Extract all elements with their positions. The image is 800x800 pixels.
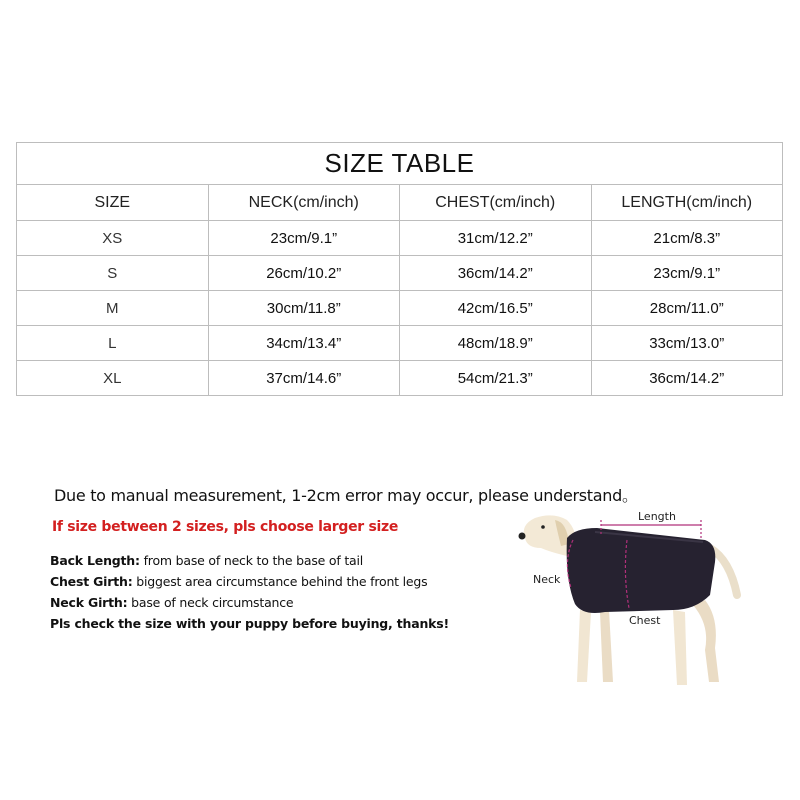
final-note: Pls check the size with your puppy before buying, thanks! bbox=[50, 616, 450, 631]
neck-label: Neck bbox=[533, 573, 561, 586]
table-row bbox=[17, 291, 783, 326]
cell-neck: 34cm/13.4” bbox=[208, 326, 400, 361]
size-advice: If size between 2 sizes, pls choose larger size bbox=[52, 519, 399, 535]
cell-size: M bbox=[17, 291, 209, 326]
definition-term: Back Length: bbox=[50, 553, 140, 568]
cell-neck: 37cm/14.6” bbox=[208, 361, 400, 396]
cell-neck: 23cm/9.1” bbox=[208, 221, 400, 256]
definition-neck-girth bbox=[50, 592, 449, 613]
dog-front-leg bbox=[600, 610, 613, 682]
cell-length: 28cm/11.0” bbox=[591, 291, 783, 326]
cell-size: S bbox=[17, 256, 209, 291]
table-row bbox=[17, 221, 783, 256]
header-length: LENGTH(cm/inch) bbox=[591, 185, 783, 221]
definition-text: base of neck circumstance bbox=[127, 595, 294, 610]
length-label: Length bbox=[638, 510, 676, 523]
definition-term: Chest Girth: bbox=[50, 574, 133, 589]
chest-label: Chest bbox=[629, 614, 661, 627]
cell-chest: 48cm/18.9” bbox=[400, 326, 592, 361]
dog-eye bbox=[541, 525, 545, 529]
table-title: SIZE TABLE bbox=[17, 143, 783, 185]
cell-length: 36cm/14.2” bbox=[591, 361, 783, 396]
definition-text: from base of neck to the base of tail bbox=[139, 553, 364, 568]
cell-chest: 31cm/12.2” bbox=[400, 221, 592, 256]
definition-term: Neck Girth: bbox=[50, 595, 128, 610]
dog-front-leg bbox=[577, 610, 591, 682]
table-row bbox=[17, 326, 783, 361]
cell-length: 23cm/9.1” bbox=[591, 256, 783, 291]
measurement-note: Due to manual measurement, 1-2cm error may occur, please understand。 bbox=[54, 486, 638, 505]
definition-chest-girth bbox=[50, 571, 449, 592]
cell-size: XS bbox=[17, 221, 209, 256]
header-chest: CHEST(cm/inch) bbox=[400, 185, 592, 221]
dog-hind-leg bbox=[693, 600, 719, 682]
cell-size: XL bbox=[17, 361, 209, 396]
header-size: SIZE bbox=[17, 185, 209, 221]
definition-text: biggest area circumstance behind the front legs bbox=[132, 574, 428, 589]
cell-neck: 30cm/11.8” bbox=[208, 291, 400, 326]
cell-chest: 42cm/16.5” bbox=[400, 291, 592, 326]
cell-size: L bbox=[17, 326, 209, 361]
dog-nose bbox=[519, 533, 526, 540]
definition-back-length bbox=[50, 550, 449, 571]
dog-hind-leg bbox=[673, 610, 687, 685]
table-row bbox=[17, 361, 783, 396]
header-neck: NECK(cm/inch) bbox=[208, 185, 400, 221]
cell-length: 21cm/8.3” bbox=[591, 221, 783, 256]
measurement-definitions bbox=[50, 550, 449, 634]
size-table bbox=[16, 142, 783, 396]
cell-neck: 26cm/10.2” bbox=[208, 256, 400, 291]
cell-chest: 36cm/14.2” bbox=[400, 256, 592, 291]
cell-chest: 54cm/21.3” bbox=[400, 361, 592, 396]
table-row bbox=[17, 256, 783, 291]
dog-measurement-diagram bbox=[505, 500, 765, 700]
cell-length: 33cm/13.0” bbox=[591, 326, 783, 361]
